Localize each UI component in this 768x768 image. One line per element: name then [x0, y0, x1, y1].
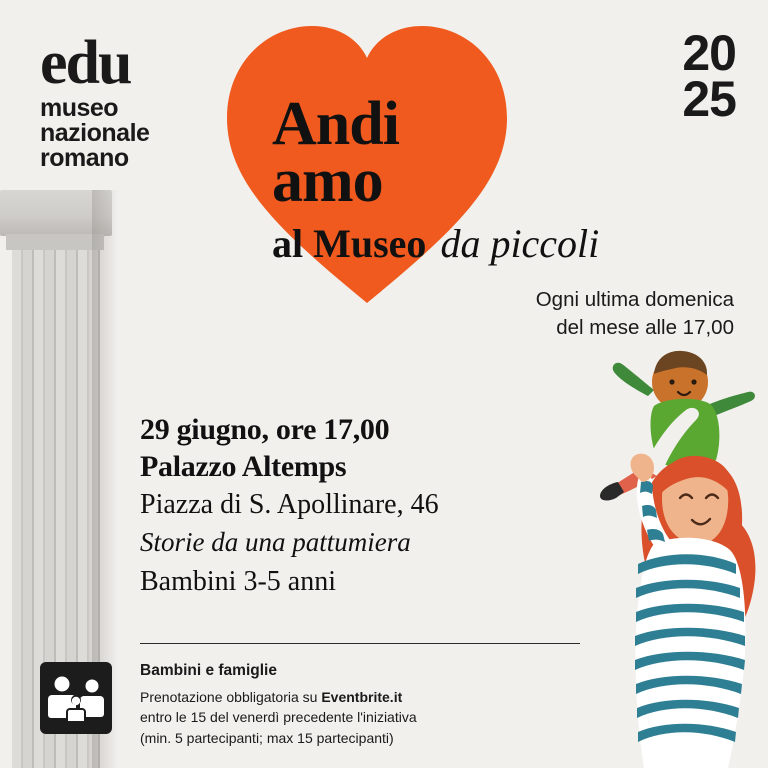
footer-limits: (min. 5 partecipanti; max 15 partecipanti)	[140, 729, 394, 746]
logo-line-romano: romano	[40, 143, 129, 172]
footer-heading: Bambini e famiglie	[140, 662, 277, 679]
column-abacus	[6, 234, 104, 250]
page-title	[272, 90, 399, 216]
subtitle	[272, 221, 600, 266]
family-icon	[40, 662, 112, 734]
event-audience: Bambini 3-5 anni	[140, 566, 336, 598]
mother-figure	[631, 408, 756, 768]
headline-line-2: amo	[272, 147, 383, 216]
logo-line-nazionale: nazionale	[40, 118, 150, 147]
schedule-line-1: Ogni ultima domenica	[535, 288, 734, 311]
event-datetime: 29 giugno, ore 17,00	[140, 413, 390, 446]
family-icon-glyph	[40, 662, 112, 734]
year-label	[682, 25, 736, 127]
headline-line-1: Andi	[272, 90, 399, 158]
logo-line-museo: museo	[40, 93, 119, 122]
event-address: Piazza di S. Apollinare, 46	[140, 489, 439, 521]
subtitle-bold: al Museo	[272, 221, 427, 266]
footer-booking-text: Prenotazione obbligatoria su	[140, 689, 322, 705]
footer-booking-brand[interactable]: Eventbrite.it	[321, 689, 403, 705]
schedule-line-2: del mese alle 17,00	[556, 315, 734, 339]
logo-edu-text: edu	[40, 29, 131, 97]
year-bottom: 25	[682, 71, 736, 127]
schedule-note	[404, 286, 734, 341]
footer-deadline: entro le 15 del venerdì precedente l'iniziativa	[140, 709, 417, 726]
subtitle-italic: da piccoli	[440, 221, 600, 266]
mother-lifting-child-illustration	[448, 348, 768, 768]
event-venue: Palazzo Altemps	[140, 449, 347, 483]
event-activity: Storie da una pattumiera	[140, 527, 411, 558]
year-top: 20	[682, 25, 736, 81]
